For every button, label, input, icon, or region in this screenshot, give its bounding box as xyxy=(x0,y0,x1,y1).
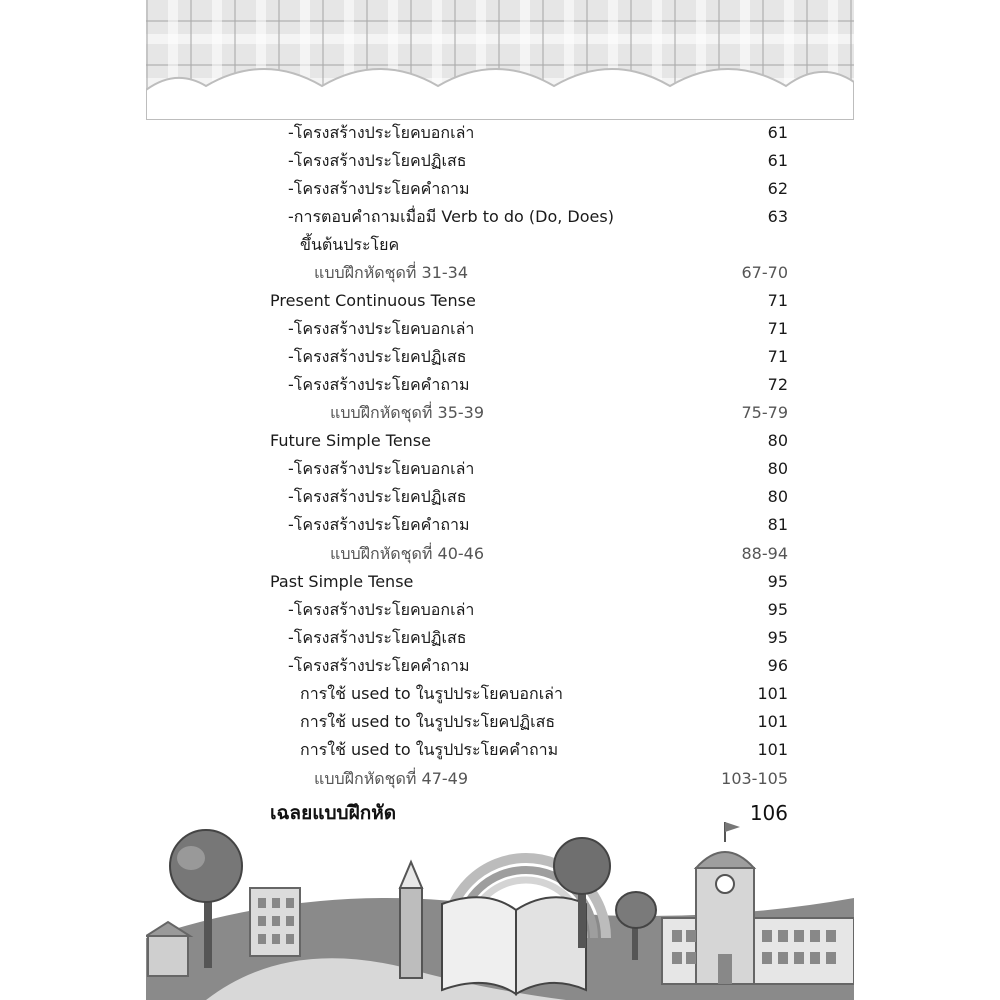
toc-entry-label: Future Simple Tense xyxy=(270,431,431,450)
toc-entry-label: -โครงสร้างประโยคบอกเล่า xyxy=(288,600,475,619)
toc-entry-label: -โครงสร้างประโยคปฏิเสธ xyxy=(288,628,467,647)
toc-entry-page: 95 xyxy=(767,628,788,647)
toc-entry-label: -โครงสร้างประโยคคำถาม xyxy=(288,515,470,534)
toc-entry-label: -โครงสร้างประโยคบอกเล่า xyxy=(288,319,475,338)
toc-entry-label: -โครงสร้างประโยคคำถาม xyxy=(288,375,470,394)
toc-entry xyxy=(146,680,854,708)
toc-entry-label: Past Simple Tense xyxy=(270,572,414,591)
apartment-building-icon xyxy=(250,888,300,956)
toc-section-heading xyxy=(146,568,854,596)
toc-entry-page: 88-94 xyxy=(741,544,788,563)
toc-page xyxy=(146,0,854,1000)
toc-entry xyxy=(146,147,854,175)
toc-entry-label: Present Continuous Tense xyxy=(270,291,476,310)
toc-entry-label: -โครงสร้างประโยคปฏิเสธ xyxy=(288,487,467,506)
toc-section-heading xyxy=(146,427,854,455)
toc-entry-page: 61 xyxy=(767,151,788,170)
toc-exercise-entry xyxy=(146,540,854,568)
toc-entry-label: การใช้ used to ในรูปประโยคปฏิเสธ xyxy=(300,712,556,731)
toc-entry xyxy=(146,119,854,147)
toc-entry xyxy=(146,231,854,259)
toc-entry-label: เฉลยแบบฝึกหัด xyxy=(270,802,397,824)
toc-exercise-entry xyxy=(146,259,854,287)
toc-entry xyxy=(146,343,854,371)
toc-entry-page: 62 xyxy=(767,179,788,198)
toc-section-heading xyxy=(146,287,854,315)
toc-entry xyxy=(146,483,854,511)
toc-entry-page: 71 xyxy=(767,347,788,366)
toc-entry-page: 101 xyxy=(757,740,788,759)
toc-entry-page: 106 xyxy=(749,801,788,825)
pencil-icon xyxy=(400,862,422,978)
toc-entry-page: 95 xyxy=(767,600,788,619)
toc-entry xyxy=(146,175,854,203)
toc-entry xyxy=(146,203,854,231)
toc-entry-label: การใช้ used to ในรูปประโยคบอกเล่า xyxy=(300,684,563,703)
toc-entry xyxy=(146,596,854,624)
toc-entry-label: การใช้ used to ในรูปประโยคคำถาม xyxy=(300,740,559,759)
toc-entry-page: 81 xyxy=(767,515,788,534)
toc-entry xyxy=(146,736,854,764)
toc-entry-page: 71 xyxy=(767,291,788,310)
toc-entry-page: 95 xyxy=(767,572,788,591)
toc-entry-page: 101 xyxy=(757,684,788,703)
toc-entry xyxy=(146,511,854,539)
toc-entry-label: ขึ้นต้นประโยค xyxy=(300,235,400,254)
clock-icon xyxy=(716,875,734,893)
toc-entry-label: -โครงสร้างประโยคปฏิเสธ xyxy=(288,347,467,366)
toc-entry-page: 96 xyxy=(767,656,788,675)
toc-entry-page: 72 xyxy=(767,375,788,394)
toc-entry-label: -โครงสร้างประโยคบอกเล่า xyxy=(288,123,475,142)
toc-exercise-entry xyxy=(146,399,854,427)
toc-entry xyxy=(146,652,854,680)
toc-entry xyxy=(146,455,854,483)
book-icon xyxy=(442,897,586,994)
toc-entry-page: 75-79 xyxy=(741,403,788,422)
toc-entry-label: แบบฝึกหัดชุดที่ 31-34 xyxy=(314,263,468,282)
toc-entry-label: -โครงสร้างประโยคคำถาม xyxy=(288,656,470,675)
toc-entry-label: -โครงสร้างประโยคปฏิเสธ xyxy=(288,151,467,170)
toc-entry-page: 103-105 xyxy=(721,769,788,788)
toc-entry-page: 80 xyxy=(767,487,788,506)
toc-entry xyxy=(146,708,854,736)
toc-entry-label: -โครงสร้างประโยคบอกเล่า xyxy=(288,459,475,478)
toc-entry-label: แบบฝึกหัดชุดที่ 35-39 xyxy=(330,403,484,422)
toc-entry-page: 63 xyxy=(767,207,788,226)
toc-entry-label: -โครงสร้างประโยคคำถาม xyxy=(288,179,470,198)
toc-entry xyxy=(146,371,854,399)
toc-entry-page: 80 xyxy=(767,459,788,478)
toc-entry-page: 61 xyxy=(767,123,788,142)
flag-icon xyxy=(725,822,740,832)
toc-entry-page: 71 xyxy=(767,319,788,338)
toc-entry xyxy=(146,315,854,343)
school-scene-illustration xyxy=(146,818,854,1000)
toc-entry-page: 67-70 xyxy=(741,263,788,282)
toc-entry-label: -การตอบคำถามเมื่อมี Verb to do (Do, Does) xyxy=(288,207,614,226)
toc-entry-label: แบบฝึกหัดชุดที่ 40-46 xyxy=(330,544,484,563)
toc-exercise-entry xyxy=(146,765,854,793)
toc-entry-label: แบบฝึกหัดชุดที่ 47-49 xyxy=(314,769,468,788)
toc-entry-page: 101 xyxy=(757,712,788,731)
toc-entry-page: 80 xyxy=(767,431,788,450)
toc-entry xyxy=(146,624,854,652)
